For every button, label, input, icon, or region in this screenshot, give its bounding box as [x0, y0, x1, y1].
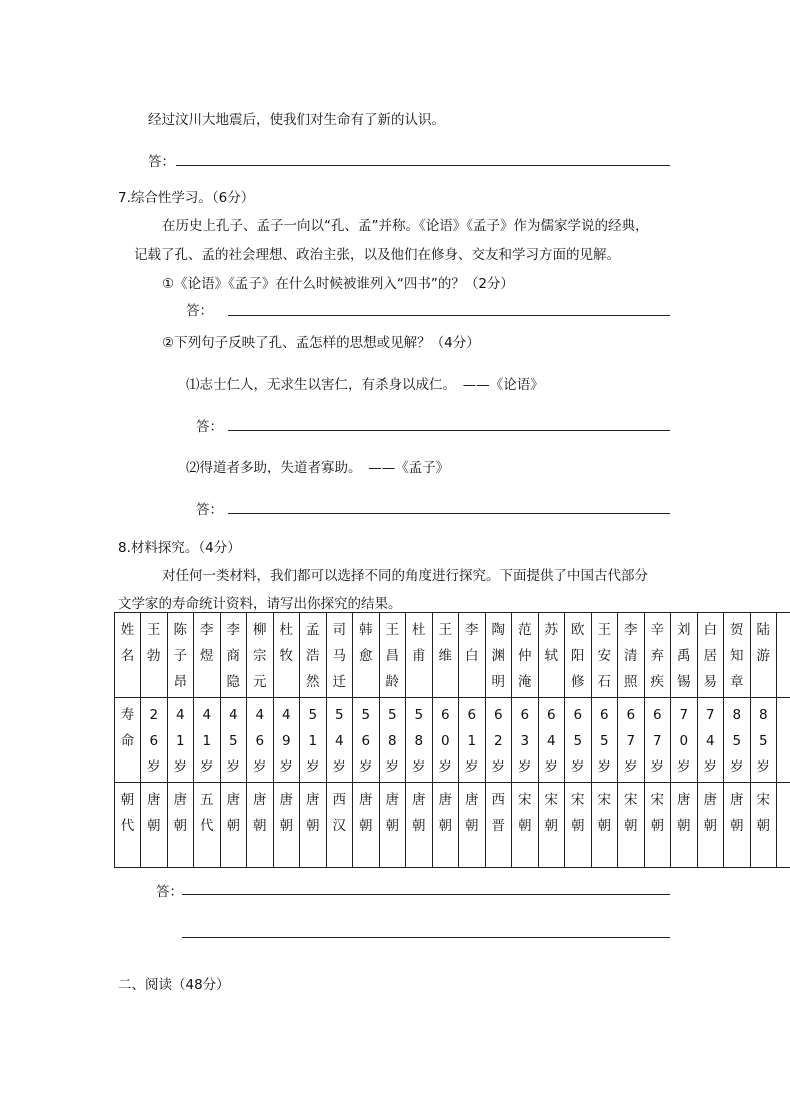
- lifespan-cell: 67岁: [644, 698, 671, 783]
- dynasty-cell: 唐朝: [379, 783, 406, 868]
- q7-sub2: ②下列句子反映了孔、孟怎样的思想或见解？（4分）: [162, 335, 480, 351]
- q8-answer-line-2[interactable]: [182, 937, 670, 938]
- q7-quote2-answer-line[interactable]: [228, 513, 670, 514]
- dynasty-cell: 唐朝: [353, 783, 380, 868]
- lifespan-cell: 70岁: [671, 698, 698, 783]
- dynasty-cell: 唐朝: [459, 783, 486, 868]
- name-cell: 欧阳修: [565, 613, 592, 698]
- name-cell: 韩愈: [353, 613, 380, 698]
- lifespan-cell: 74岁: [697, 698, 724, 783]
- q7-quote2: ⑵得道者多助，失道者寡助。 ——《孟子》: [186, 460, 450, 476]
- q7-quote1-answer-line[interactable]: [228, 430, 670, 431]
- q6-sentence: 经过汶川大地震后，使我们对生命有了新的认识。: [148, 112, 445, 128]
- name-cell: 苏轼: [538, 613, 565, 698]
- lifespan-cell: 46岁: [247, 698, 274, 783]
- section2-heading: 二、阅读（48分）: [118, 977, 230, 993]
- dynasty-cell: 唐朝: [220, 783, 247, 868]
- lifespan-cell: 61岁: [459, 698, 486, 783]
- name-cell: 李商隐: [220, 613, 247, 698]
- dynasty-cell: 宋朝: [512, 783, 539, 868]
- dynasty-cell: 唐朝: [671, 783, 698, 868]
- lifespan-cell: 45岁: [220, 698, 247, 783]
- dynasty-cell: 唐朝: [300, 783, 327, 868]
- lifespan-cell: 56岁: [353, 698, 380, 783]
- q8-intro-line1: 对任何一类材料，我们都可以选择不同的角度进行探究。下面提供了中国古代部分: [162, 568, 648, 584]
- dynasty-cell: 宋朝: [644, 783, 671, 868]
- q7-quote1-answer-label: 答：: [196, 419, 223, 435]
- name-cell: 司马迁: [326, 613, 353, 698]
- dynasty-cell: 西晋: [485, 783, 512, 868]
- name-cell: 王昌龄: [379, 613, 406, 698]
- empty-cell: [777, 613, 790, 698]
- name-cell: 李清照: [618, 613, 645, 698]
- lifespan-cell: 41岁: [194, 698, 221, 783]
- dynasty-cell: 宋朝: [750, 783, 777, 868]
- table-row-ages: [115, 698, 790, 783]
- lifespan-cell: 26岁: [141, 698, 168, 783]
- name-cell: 王维: [432, 613, 459, 698]
- name-cell: 辛弃疾: [644, 613, 671, 698]
- q6-answer-label: 答：: [148, 154, 175, 170]
- name-cell: 范仲淹: [512, 613, 539, 698]
- lifespan-cell: 54岁: [326, 698, 353, 783]
- empty-cell: [777, 698, 790, 783]
- name-cell: 陆游: [750, 613, 777, 698]
- lifespan-cell: 64岁: [538, 698, 565, 783]
- q7-sub1-answer-label: 答：: [186, 303, 213, 319]
- dynasty-cell: 宋朝: [591, 783, 618, 868]
- dynasty-cell: 宋朝: [565, 783, 592, 868]
- q8-intro-line2: 文学家的寿命统计资料，请写出你探究的结果。: [118, 596, 402, 612]
- row-label-lifespan: 寿命: [115, 698, 141, 783]
- dynasty-cell: 唐朝: [697, 783, 724, 868]
- lifespan-cell: 62岁: [485, 698, 512, 783]
- lifespan-table: [114, 612, 790, 868]
- q8-answer-label: 答：: [156, 884, 183, 900]
- q7-intro-line1: 在历史上孔子、孟子一向以“孔、孟”并称。《论语》《孟子》作为儒家学说的经典，: [162, 218, 649, 234]
- name-cell: 白居易: [697, 613, 724, 698]
- name-cell: 孟浩然: [300, 613, 327, 698]
- name-cell: 王勃: [141, 613, 168, 698]
- row-label-dynasty: 朝代: [115, 783, 141, 868]
- lifespan-cell: 49岁: [273, 698, 300, 783]
- lifespan-cell: 63岁: [512, 698, 539, 783]
- name-cell: 柳宗元: [247, 613, 274, 698]
- name-cell: 李煜: [194, 613, 221, 698]
- lifespan-cell: 58岁: [379, 698, 406, 783]
- lifespan-cell: 67岁: [618, 698, 645, 783]
- lifespan-cell: 85岁: [724, 698, 751, 783]
- name-cell: 陶渊明: [485, 613, 512, 698]
- name-cell: 刘禹锡: [671, 613, 698, 698]
- name-cell: 李白: [459, 613, 486, 698]
- name-cell: 王安石: [591, 613, 618, 698]
- lifespan-cell: 51岁: [300, 698, 327, 783]
- q8-heading: 8.材料探究。（4分）: [118, 540, 241, 556]
- dynasty-cell: 唐朝: [273, 783, 300, 868]
- dynasty-cell: 宋朝: [538, 783, 565, 868]
- table-row-names: [115, 613, 790, 698]
- name-cell: 陈子昂: [167, 613, 194, 698]
- table-row-dynasties: [115, 783, 790, 868]
- lifespan-cell: 58岁: [406, 698, 433, 783]
- dynasty-cell: 唐朝: [167, 783, 194, 868]
- name-cell: 杜甫: [406, 613, 433, 698]
- dynasty-cell: 西汉: [326, 783, 353, 868]
- q7-sub1-answer-line[interactable]: [228, 315, 670, 316]
- q7-sub1: ①《论语》《孟子》在什么时候被谁列入“四书”的？（2分）: [162, 276, 514, 292]
- lifespan-cell: 65岁: [565, 698, 592, 783]
- dynasty-cell: 唐朝: [141, 783, 168, 868]
- name-cell: 贺知章: [724, 613, 751, 698]
- empty-cell: [777, 783, 790, 868]
- row-label-name: 姓名: [115, 613, 141, 698]
- dynasty-cell: 唐朝: [432, 783, 459, 868]
- q8-answer-line-1[interactable]: [182, 894, 670, 895]
- q6-answer-line[interactable]: [176, 165, 670, 166]
- dynasty-cell: 唐朝: [406, 783, 433, 868]
- q7-intro-line2: 记载了孔、孟的社会理想、政治主张，以及他们在修身、交友和学习方面的见解。: [134, 247, 620, 263]
- dynasty-cell: 五代: [194, 783, 221, 868]
- q7-quote2-answer-label: 答：: [196, 502, 223, 518]
- dynasty-cell: 唐朝: [724, 783, 751, 868]
- dynasty-cell: 宋朝: [618, 783, 645, 868]
- dynasty-cell: 唐朝: [247, 783, 274, 868]
- lifespan-cell: 85岁: [750, 698, 777, 783]
- q7-quote1: ⑴志士仁人，无求生以害仁，有杀身以成仁。 ——《论语》: [186, 377, 544, 393]
- lifespan-cell: 60岁: [432, 698, 459, 783]
- q7-heading: 7.综合性学习。（6分）: [118, 190, 255, 206]
- lifespan-cell: 41岁: [167, 698, 194, 783]
- name-cell: 杜牧: [273, 613, 300, 698]
- lifespan-cell: 65岁: [591, 698, 618, 783]
